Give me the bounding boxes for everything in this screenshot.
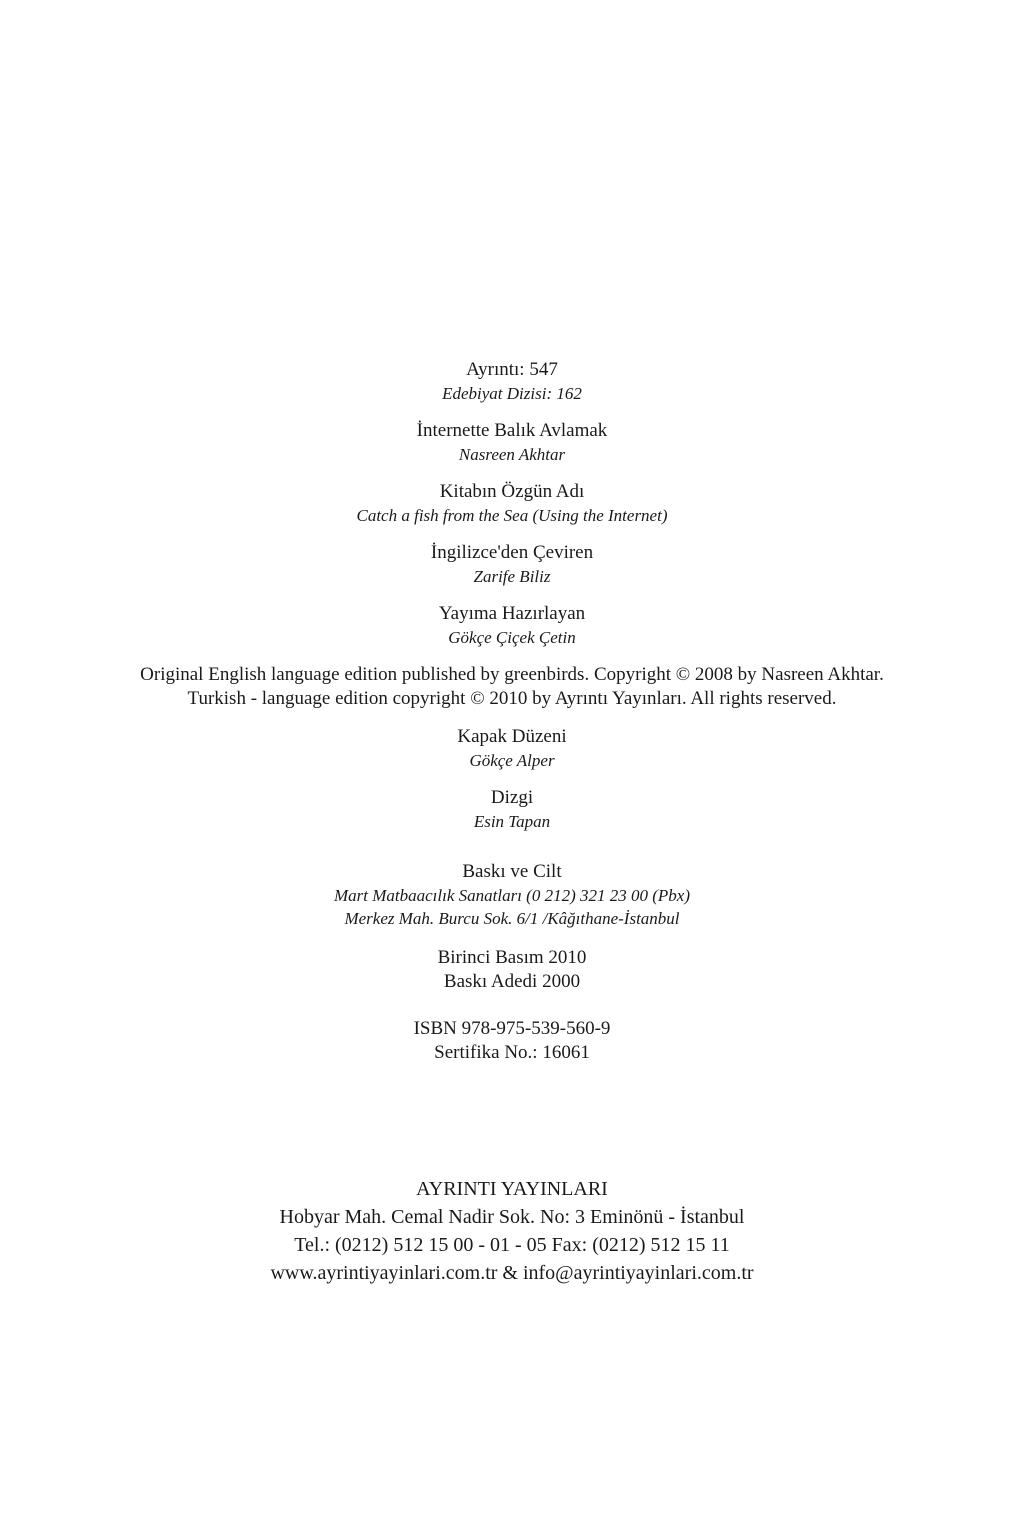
printing-label: Baskı ve Cilt <box>462 861 562 882</box>
printing-line-1: Mart Matbaacılık Sanatları (0 212) 321 23 00 (Pbx) <box>333 886 690 905</box>
series-number: Ayrıntı: 547 <box>466 359 558 380</box>
editor-name: Gökçe Çiçek Çetin <box>448 628 576 647</box>
edition-block <box>0 946 1024 994</box>
print-run: Baskı Adedi 2000 <box>443 971 581 992</box>
publisher-block <box>0 1175 1024 1287</box>
isbn: ISBN 978-975-539-560-9 <box>413 1018 611 1039</box>
publisher-name: AYRINTI YAYINLARI <box>416 1178 608 1200</box>
cover-label: Kapak Düzeni <box>457 726 567 747</box>
first-print: Birinci Basım 2010 <box>437 947 587 968</box>
publisher-phone: Tel.: (0212) 512 15 00 - 01 - 05 Fax: (0212) 512 15 11 <box>294 1234 730 1256</box>
publisher-web-email: www.ayrintiyayinlari.com.tr & info@ayrintiyayinlari.com.tr <box>270 1262 754 1284</box>
cover-block <box>0 725 1024 772</box>
book-title: İnternette Balık Avlamak <box>416 420 608 441</box>
series-block <box>0 358 1024 405</box>
translator-label: İngilizce'den Çeviren <box>430 542 594 563</box>
typesetting-block <box>0 786 1024 833</box>
printing-line-2: Merkez Mah. Burcu Sok. 6/1 /Kâğıthane-İstanbul <box>344 909 680 928</box>
copyright-block <box>0 663 1024 711</box>
original-title-value: Catch a fish from the Sea (Using the Internet) <box>356 506 668 525</box>
identifiers-block <box>0 1017 1024 1065</box>
cover-designer: Gökçe Alper <box>469 751 555 770</box>
typesetting-name: Esin Tapan <box>473 812 551 831</box>
typesetting-label: Dizgi <box>490 787 534 808</box>
translator-block <box>0 541 1024 588</box>
subseries-number: Edebiyat Dizisi: 162 <box>442 384 582 403</box>
printing-block <box>0 860 1024 930</box>
book-author: Nasreen Akhtar <box>458 445 566 464</box>
original-title-block <box>0 480 1024 527</box>
certificate-number: Sertifika No.: 16061 <box>434 1042 590 1063</box>
editor-label: Yayıma Hazırlayan <box>438 603 586 624</box>
copyright-line-1: Original English language edition published by greenbirds. Copyright © 2008 by Nasreen Akhtar. <box>140 664 884 685</box>
publisher-address: Hobyar Mah. Cemal Nadir Sok. No: 3 Eminönü - İstanbul <box>279 1206 745 1228</box>
editor-block <box>0 602 1024 649</box>
original-title-label: Kitabın Özgün Adı <box>439 481 585 502</box>
translator-name: Zarife Biliz <box>473 567 551 586</box>
book-title-block <box>0 419 1024 466</box>
copyright-line-2: Turkish - language edition copyright © 2010 by Ayrıntı Yayınları. All rights reserved. <box>187 688 837 709</box>
